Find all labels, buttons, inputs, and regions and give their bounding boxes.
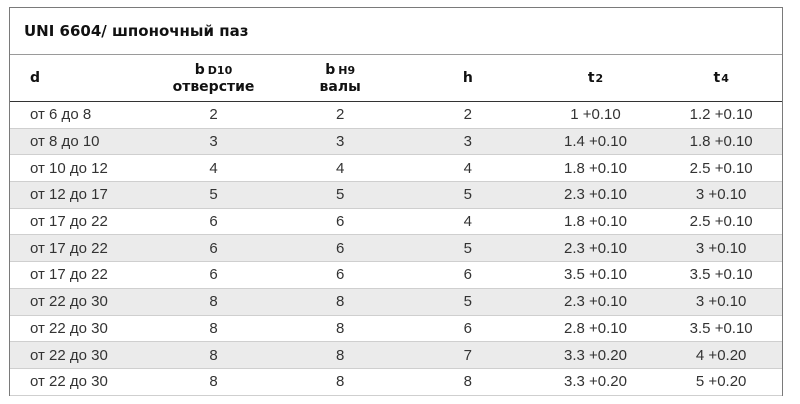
cell-t2: 2.3 +0.10 (564, 239, 627, 257)
cell-b-h9: 8 (336, 319, 345, 337)
cell-d: от 17 до 22 (30, 239, 108, 257)
cell-b-h9: 8 (336, 346, 345, 364)
cell-h: 4 (463, 213, 472, 231)
header-t2-main: t (587, 69, 595, 86)
header-b-h9-main: b (325, 61, 336, 78)
table-row (10, 102, 782, 129)
cell-h: 8 (463, 373, 472, 391)
header-t4-sub: 4 (721, 71, 729, 85)
cell-b-d10: 4 (209, 159, 218, 177)
header-t4-main: t (713, 69, 721, 86)
header-b-d10 (152, 55, 276, 101)
cell-t4: 3 +0.10 (695, 239, 747, 257)
cell-h: 4 (463, 159, 472, 177)
cell-b-h9: 6 (336, 213, 345, 231)
cell-b-d10: 6 (209, 239, 218, 257)
table-row (10, 129, 782, 156)
cell-h: 5 (463, 186, 472, 204)
cell-d: от 10 до 12 (30, 159, 108, 177)
cell-b-d10: 8 (209, 293, 218, 311)
cell-b-d10: 5 (209, 186, 218, 204)
table-title: UNI 6604/ шпоночный паз (10, 8, 782, 55)
cell-t2: 3.3 +0.20 (564, 373, 627, 391)
cell-b-d10: 8 (209, 319, 218, 337)
header-t2 (531, 55, 661, 101)
cell-d: от 12 до 17 (30, 186, 108, 204)
table-body (10, 102, 782, 396)
cell-t4: 3 +0.10 (695, 293, 747, 311)
cell-b-d10: 6 (209, 213, 218, 231)
cell-h: 6 (463, 319, 472, 337)
cell-t4: 4 +0.20 (695, 346, 747, 364)
table-row (10, 369, 782, 396)
cell-d: от 22 до 30 (30, 319, 108, 337)
cell-t4: 1.8 +0.10 (689, 133, 753, 151)
header-h-label: h (462, 70, 473, 86)
header-d-label: d (30, 70, 41, 86)
cell-t2: 1.4 +0.10 (564, 133, 627, 151)
header-d (10, 55, 152, 101)
cell-t2: 1.8 +0.10 (564, 213, 627, 231)
cell-d: от 17 до 22 (30, 266, 108, 284)
cell-d: от 22 до 30 (30, 346, 108, 364)
cell-t2: 2.8 +0.10 (564, 319, 627, 337)
cell-h: 7 (463, 346, 472, 364)
header-b-d10-caption: отверстие (172, 78, 255, 95)
cell-t4: 1.2 +0.10 (689, 106, 753, 124)
cell-b-d10: 8 (209, 373, 218, 391)
header-b-d10-main: b (194, 61, 205, 78)
cell-b-d10: 8 (209, 346, 218, 364)
cell-t2: 2.3 +0.10 (564, 293, 627, 311)
cell-t4: 3 +0.10 (695, 186, 747, 204)
cell-d: от 17 до 22 (30, 213, 108, 231)
header-b-h9-caption: валы (319, 78, 361, 95)
header-b-d10-sub: D10 (207, 63, 233, 77)
table-row (10, 182, 782, 209)
cell-t4: 2.5 +0.10 (689, 159, 753, 177)
table-row (10, 262, 782, 289)
table-row (10, 316, 782, 343)
keyway-table (9, 7, 783, 396)
cell-b-h9: 4 (336, 159, 345, 177)
cell-h: 5 (463, 293, 472, 311)
header-h (405, 55, 531, 101)
table-row (10, 209, 782, 236)
cell-b-d10: 3 (209, 133, 218, 151)
table-row (10, 289, 782, 316)
cell-t2: 1.8 +0.10 (564, 159, 627, 177)
header-t4 (660, 55, 782, 101)
cell-b-h9: 3 (336, 133, 345, 151)
cell-t2: 2.3 +0.10 (564, 186, 627, 204)
cell-b-d10: 6 (209, 266, 218, 284)
table-row (10, 342, 782, 369)
cell-d: от 22 до 30 (30, 293, 108, 311)
cell-d: от 22 до 30 (30, 373, 108, 391)
header-b-h9 (275, 55, 405, 101)
cell-h: 3 (463, 133, 472, 151)
header-t2-sub: 2 (595, 71, 604, 85)
table-row (10, 155, 782, 182)
cell-h: 6 (463, 266, 472, 284)
cell-b-h9: 5 (336, 186, 345, 204)
cell-h: 2 (463, 106, 472, 124)
cell-t2: 1 +0.10 (570, 106, 621, 124)
cell-b-d10: 2 (209, 106, 218, 124)
header-b-h9-sub: H9 (338, 63, 356, 77)
cell-b-h9: 6 (336, 266, 345, 284)
cell-b-h9: 6 (336, 239, 345, 257)
table-header-row (10, 55, 782, 102)
cell-t2: 3.5 +0.10 (564, 266, 627, 284)
cell-d: от 8 до 10 (30, 133, 100, 151)
cell-t2: 3.3 +0.20 (564, 346, 627, 364)
cell-b-h9: 8 (336, 373, 345, 391)
cell-b-h9: 8 (336, 293, 345, 311)
cell-d: от 6 до 8 (30, 106, 92, 124)
cell-t4: 5 +0.20 (695, 373, 747, 391)
cell-t4: 2.5 +0.10 (689, 213, 753, 231)
table-row (10, 235, 782, 262)
cell-t4: 3.5 +0.10 (689, 266, 753, 284)
cell-t4: 3.5 +0.10 (689, 319, 753, 337)
cell-b-h9: 2 (336, 106, 345, 124)
cell-h: 5 (463, 239, 472, 257)
